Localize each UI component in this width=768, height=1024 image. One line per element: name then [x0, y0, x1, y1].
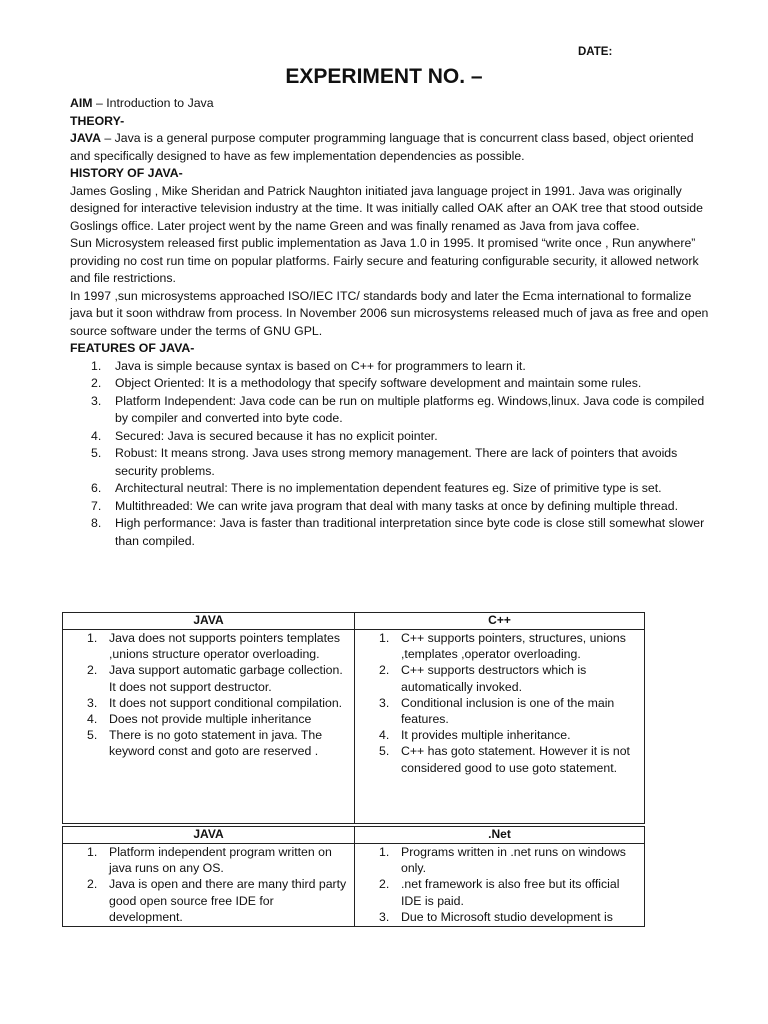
- list-item-text: C++ supports destructors which is automatically invoked.: [401, 663, 587, 694]
- features-heading: FEATURES OF JAVA-: [70, 341, 195, 355]
- list-item: [379, 844, 638, 876]
- list-item: [87, 711, 348, 727]
- document-body: [70, 95, 710, 550]
- feature-item: [91, 445, 710, 480]
- table-row: [63, 630, 645, 824]
- history-paragraph: James Gosling , Mike Sheridan and Patrick Naughton initiated java language project in 1991. Java was originally designed for interactive television industry at the time. It was initially called OAK after an OAK tree that stood outside Goslings office. Later project went by the name Green and was finally renamed as Java from java coffee.: [70, 183, 703, 233]
- list-item: [87, 844, 348, 876]
- theory-heading: THEORY-: [70, 113, 125, 128]
- list-item: [379, 876, 638, 908]
- list-item-text: Java is open and there are many third party good open source free IDE for development.: [109, 877, 347, 924]
- list-item: [379, 909, 638, 925]
- java-points-list: [63, 630, 354, 760]
- list-number: 7.: [91, 498, 102, 513]
- list-item: [379, 695, 638, 727]
- date-label: DATE:: [578, 46, 613, 58]
- list-item-text: Java support automatic garbage collection. It does not support destructor.: [109, 663, 343, 694]
- feature-item: [91, 515, 710, 550]
- feature-text: Architectural neutral: There is no implementation dependent features eg. Size of primitive type is set.: [115, 481, 662, 495]
- list-number: 2.: [87, 663, 98, 678]
- table-header-java: JAVA: [63, 827, 355, 844]
- table-header-java: JAVA: [63, 613, 355, 630]
- table-header-dotnet: .Net: [355, 827, 645, 844]
- feature-item: [91, 480, 710, 498]
- list-number: 3.: [379, 909, 390, 924]
- list-number: 1.: [379, 631, 390, 645]
- feature-item: [91, 393, 710, 428]
- list-item: [87, 630, 348, 662]
- list-item-text: Does not provide multiple inheritance: [109, 712, 312, 727]
- list-number: 5.: [379, 744, 390, 759]
- list-item-text: Due to Microsoft studio development is: [401, 909, 613, 924]
- feature-text: Java is simple because syntax is based on C++ for programmers to learn it.: [115, 358, 526, 373]
- dotnet-column-cell: [355, 844, 645, 927]
- table-row: [63, 844, 645, 927]
- list-number: 4.: [87, 712, 98, 727]
- table-header-cpp: C++: [355, 613, 645, 630]
- feature-item: [91, 375, 710, 393]
- list-item: [379, 662, 638, 694]
- list-item: [379, 743, 638, 775]
- list-number: 2.: [379, 663, 390, 678]
- list-item: [87, 662, 348, 694]
- list-item-text: .net framework is also free but its official IDE is paid.: [401, 877, 620, 908]
- list-item-text: C++ supports pointers, structures, unions ,templates ,operator overloading.: [401, 631, 626, 662]
- aim-text: – Introduction to Java: [92, 96, 214, 110]
- aim-label: AIM: [70, 96, 93, 110]
- feature-text: Object Oriented: It is a methodology that specify software development and maintain some rules.: [115, 376, 642, 390]
- java-points-list: [63, 844, 354, 925]
- feature-item: [91, 358, 710, 376]
- java-column-cell: [63, 630, 355, 824]
- cpp-column-cell: [355, 630, 645, 824]
- feature-item: [91, 498, 710, 516]
- list-number: 1.: [87, 631, 98, 645]
- list-item: [87, 695, 348, 711]
- list-number: 5.: [87, 728, 98, 743]
- list-item-text: Platform independent program written on java runs on any OS.: [109, 845, 332, 876]
- java-def-label: JAVA: [70, 131, 101, 145]
- list-item: [87, 876, 348, 925]
- list-number: 1.: [91, 358, 102, 373]
- list-number: 4.: [91, 428, 102, 443]
- history-heading: HISTORY OF JAVA-: [70, 166, 183, 180]
- list-number: 2.: [87, 877, 98, 892]
- list-number: 8.: [91, 516, 102, 530]
- list-number: 1.: [379, 845, 390, 859]
- list-number: 6.: [91, 481, 102, 495]
- history-paragraph: Sun Microsystem released first public implementation as Java 1.0 in 1995. It promised “write once , Run anywhere” providing no cost run time on popular platforms. Fairly secure and featuring configurable security, it allowed network and file restrictions.: [70, 236, 699, 285]
- list-item-text: C++ has goto statement. However it is not considered good to use goto statement.: [401, 744, 630, 775]
- java-column-cell: [63, 844, 355, 927]
- list-number: 4.: [379, 728, 390, 743]
- aim-line: [70, 95, 710, 113]
- feature-text: Robust: It means strong. Java uses strong memory management. There are lack of pointers that avoids security problems.: [115, 446, 678, 478]
- table-header-row: [63, 613, 645, 630]
- list-item-text: Conditional inclusion is one of the main features.: [401, 695, 615, 727]
- feature-text: Multithreaded: We can write java program that deal with many tasks at once by defining multiple thread.: [115, 498, 678, 513]
- list-number: 3.: [379, 695, 390, 710]
- list-item: [379, 727, 638, 743]
- java-definition: [70, 130, 710, 165]
- dotnet-points-list: [355, 844, 644, 925]
- list-item-text: There is no goto statement in java. The keyword const and goto are reserved .: [109, 728, 323, 759]
- java-cpp-comparison-table: [62, 612, 645, 824]
- list-item-text: Java does not supports pointers templates ,unions structure operator overloading.: [109, 631, 341, 662]
- java-dotnet-comparison-table: [62, 826, 645, 927]
- feature-text: High performance: Java is faster than traditional interpretation since byte code is close still somewhat slower than compiled.: [115, 516, 705, 548]
- list-number: 1.: [87, 845, 98, 859]
- list-number: 2.: [379, 877, 390, 892]
- list-item-text: It provides multiple inheritance.: [401, 728, 571, 743]
- features-list: [70, 358, 710, 551]
- cpp-points-list: [355, 630, 644, 776]
- java-def-text: – Java is a general purpose computer programming language that is concurrent class based, object oriented and specifically designed to have as few implementation dependencies as possible.: [70, 131, 694, 163]
- table-header-row: [63, 827, 645, 844]
- list-number: 5.: [91, 446, 102, 460]
- feature-text: Platform Independent: Java code can be run on multiple platforms eg. Windows,linux. Java code is compiled by compiler and converted into byte code.: [115, 393, 705, 425]
- list-item-text: It does not support conditional compilation.: [109, 695, 343, 710]
- list-number: 3.: [91, 393, 102, 408]
- list-item-text: Programs written in .net runs on windows only.: [401, 845, 626, 876]
- list-number: 2.: [91, 376, 102, 390]
- list-item: [87, 727, 348, 759]
- page-title: EXPERIMENT NO. –: [285, 65, 483, 88]
- list-item: [379, 630, 638, 662]
- history-paragraph: In 1997 ,sun microsystems approached ISO/IEC ITC/ standards body and later the Ecma international to formalize java but it soon withdraw from process. In November 2006 sun microsystems released much of java as free and open source software under the terms of GNU GPL.: [70, 288, 709, 338]
- feature-text: Secured: Java is secured because it has no explicit pointer.: [115, 428, 438, 443]
- feature-item: [91, 428, 710, 446]
- list-number: 3.: [87, 695, 98, 710]
